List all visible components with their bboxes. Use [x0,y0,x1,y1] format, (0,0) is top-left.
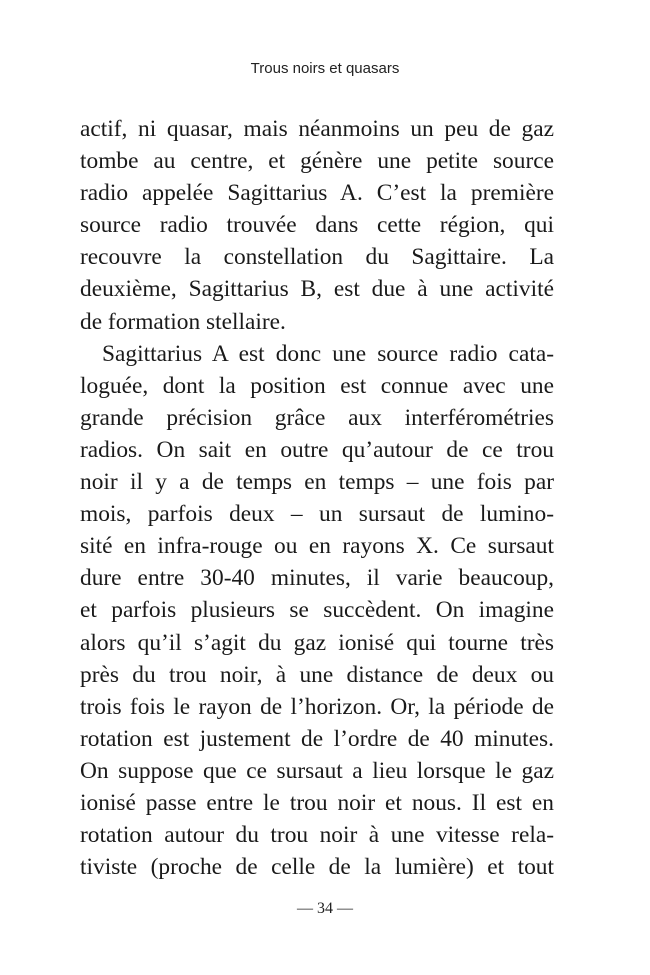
page-number: — 34 — [297,900,353,917]
text-line: radio appelée Sagittarius A. C’est la première [80,180,554,207]
text-line: de formation stellaire. [80,308,286,335]
text-line: recouvre la constellation du Sagittaire. La [80,244,554,271]
text-line: rotation autour du trou noir à une vitesse rela- [80,822,554,849]
text-line: loguée, dont la position est connue avec une [80,372,554,399]
text-line: source radio trouvée dans cette région, qui [80,212,554,239]
text-line: mois, parfois deux – un sursaut de lumino- [80,501,554,528]
paragraph-1 [80,113,554,338]
text-line: grande précision grâce aux interférométries [80,404,554,431]
body-text [80,113,554,883]
text-line: sité en infra-rouge ou en rayons X. Ce sursaut [80,533,554,560]
text-line: actif, ni quasar, mais néanmoins un peu de gaz [80,116,554,142]
running-head: Trous noirs et quasars [250,60,400,77]
text-line: radios. On sait en outre qu’autour de ce trou [80,436,554,463]
text-line: On suppose que ce sursaut a lieu lorsque le gaz [80,757,554,784]
text-line: rotation est justement de l’ordre de 40 minutes. [80,725,554,752]
text-line: près du trou noir, à une distance de deux ou [80,661,554,688]
text-line: tiviste (proche de celle de la lumière) et tout [80,854,554,881]
text-line: ionisé passe entre le trou noir et nous. Il est en [80,789,554,816]
text-line: dure entre 30-40 minutes, il varie beaucoup, [80,565,554,592]
paragraph-2 [80,338,554,884]
text-line: tombe au centre, et génère une petite source [80,148,554,175]
text-line: trois fois le rayon de l’horizon. Or, la période de [80,693,554,720]
text-line: noir il y a de temps en temps – une fois par [80,469,554,496]
text-line: Sagittarius A est donc une source radio cata- [102,340,554,367]
text-line: deuxième, Sagittarius B, est due à une activité [80,276,554,303]
text-line: et parfois plusieurs se succèdent. On imagine [80,597,554,624]
text-line: alors qu’il s’agit du gaz ionisé qui tourne très [80,629,554,656]
